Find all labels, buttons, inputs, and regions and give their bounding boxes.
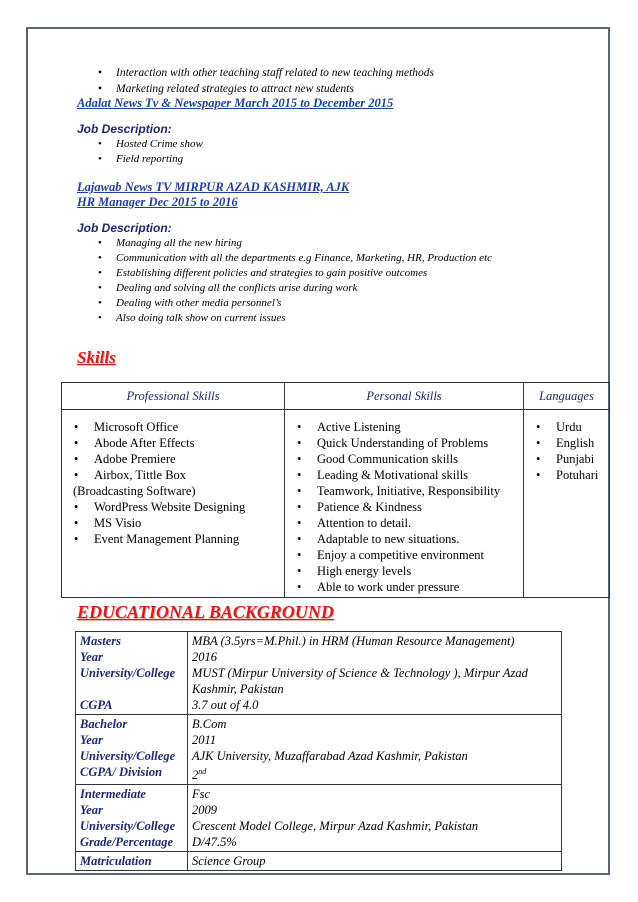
list-item: • Microsoft Office — [94, 419, 284, 435]
professional-skills-cell — [62, 410, 285, 598]
key-label: Grade/Percentage — [80, 835, 174, 850]
degree-value: B.Com — [192, 717, 227, 731]
division-suffix: nd — [198, 767, 207, 776]
university-value: Crescent Model College, Mirpur Azad Kashmir, Pakistan — [192, 819, 479, 834]
division-value — [192, 764, 557, 783]
key-label: University/College — [80, 666, 176, 680]
teaching-duties-list — [116, 65, 434, 97]
list-item: • Patience & Kindness — [317, 499, 523, 515]
bachelor-keys — [76, 715, 188, 785]
job-title-adalat: Adalat News Tv & Newspaper March 2015 to December 2015 — [77, 96, 394, 110]
table-row — [76, 852, 562, 871]
list-item: • Dealing with other media personnel’s — [116, 296, 492, 311]
personal-skills-cell — [285, 410, 524, 598]
list-item: • Interaction with other teaching staff related to new teaching methods — [116, 65, 434, 81]
key-label: University/College — [80, 819, 176, 834]
list-item: • Hosted Crime show — [116, 137, 203, 152]
table-row — [76, 785, 562, 852]
key-label: Year — [80, 733, 103, 747]
key-label: University/College — [80, 749, 176, 763]
list-item: • Able to work under pressure — [317, 579, 523, 595]
list-item: • Establishing different policies and strategies to gain positive outcomes — [116, 266, 492, 281]
list-item: • Active Listening — [317, 419, 523, 435]
job-title-lajawab: Lajawab News TV MIRPUR AZAD KASHMIR, AJK — [77, 180, 350, 194]
key-label: Bachelor — [80, 717, 128, 731]
list-item: • MS Visio — [94, 515, 284, 531]
list-item: • Enjoy a competitive environment — [317, 547, 523, 563]
list-item: • Managing all the new hiring — [116, 236, 492, 251]
list-item: • Urdu — [556, 419, 609, 435]
list-item: • Event Management Planning — [94, 531, 284, 547]
lajawab-duties-list — [116, 236, 492, 326]
key-label: CGPA/ Division — [80, 765, 163, 779]
key-label: CGPA — [80, 698, 113, 712]
education-table — [75, 631, 562, 871]
matriculation-value: Science Group — [188, 852, 562, 871]
matriculation-key: Matriculation — [76, 852, 188, 871]
key-label: Intermediate — [80, 787, 146, 802]
personal-skills-header: Personal Skills — [285, 383, 524, 410]
university-value: MUST (Mirpur University of Science & Technology ), Mirpur Azad Kashmir, Pakistan — [192, 666, 528, 696]
year-value: 2016 — [192, 650, 217, 664]
list-item: • English — [556, 435, 609, 451]
list-item: • Abode After Effects — [94, 435, 284, 451]
list-item: • Also doing talk show on current issues — [116, 311, 492, 326]
job-description-label: Job Description: — [77, 122, 172, 136]
key-label: Masters — [80, 634, 121, 648]
cgpa-value: 3.7 out of 4.0 — [192, 698, 259, 712]
bachelor-values — [188, 715, 562, 785]
list-item: • Good Communication skills — [317, 451, 523, 467]
list-item: • Marketing related strategies to attract new students — [116, 81, 434, 97]
languages-header: Languages — [524, 383, 610, 410]
adalat-duties-list — [116, 137, 203, 167]
professional-skills-header: Professional Skills — [62, 383, 285, 410]
skills-heading: Skills — [77, 348, 116, 367]
skills-table — [61, 382, 610, 598]
list-item: • Adobe Premiere — [94, 451, 284, 467]
list-item: • Attention to detail. — [317, 515, 523, 531]
list-item: • WordPress Website Designing — [94, 499, 284, 515]
job-description-label: Job Description: — [77, 221, 172, 235]
masters-keys — [76, 632, 188, 715]
degree-value: MBA (3.5yrs=M.Phil.) in HRM (Human Resource Management) — [192, 634, 515, 648]
table-row — [76, 715, 562, 785]
list-item: • Communication with all the departments e.g Finance, Marketing, HR, Production etc — [116, 251, 492, 266]
intermediate-values — [188, 785, 562, 852]
key-label: Year — [80, 650, 103, 664]
spacer — [80, 681, 183, 697]
list-item: • Teamwork, Initiative, Responsibility — [317, 483, 523, 499]
list-item: • Airbox, Tittle Box — [94, 467, 284, 483]
year-value: 2009 — [192, 803, 217, 818]
broadcasting-note: (Broadcasting Software) — [73, 484, 196, 498]
list-item: • Quick Understanding of Problems — [317, 435, 523, 451]
grade-value: D/47.5% — [192, 835, 237, 850]
list-item: • Punjabi — [556, 451, 609, 467]
education-heading: EDUCATIONAL BACKGROUND — [77, 602, 334, 622]
year-value: 2011 — [192, 733, 217, 747]
table-row — [76, 632, 562, 715]
list-item: • Adaptable to new situations. — [317, 531, 523, 547]
degree-value: Fsc — [192, 787, 211, 802]
list-item: • Leading & Motivational skills — [317, 467, 523, 483]
languages-cell — [524, 410, 610, 598]
division-number: 2 — [192, 768, 199, 783]
list-item: • Field reporting — [116, 152, 203, 167]
list-item: • High energy levels — [317, 563, 523, 579]
job-role-lajawab: HR Manager Dec 2015 to 2016 — [77, 195, 238, 209]
intermediate-keys — [76, 785, 188, 852]
university-value: AJK University, Muzaffarabad Azad Kashmir, Pakistan — [192, 749, 468, 763]
key-label: Year — [80, 803, 103, 818]
list-item: • Dealing and solving all the conflicts arise during work — [116, 281, 492, 296]
list-item: • Potuhari — [556, 467, 609, 483]
masters-values — [188, 632, 562, 715]
